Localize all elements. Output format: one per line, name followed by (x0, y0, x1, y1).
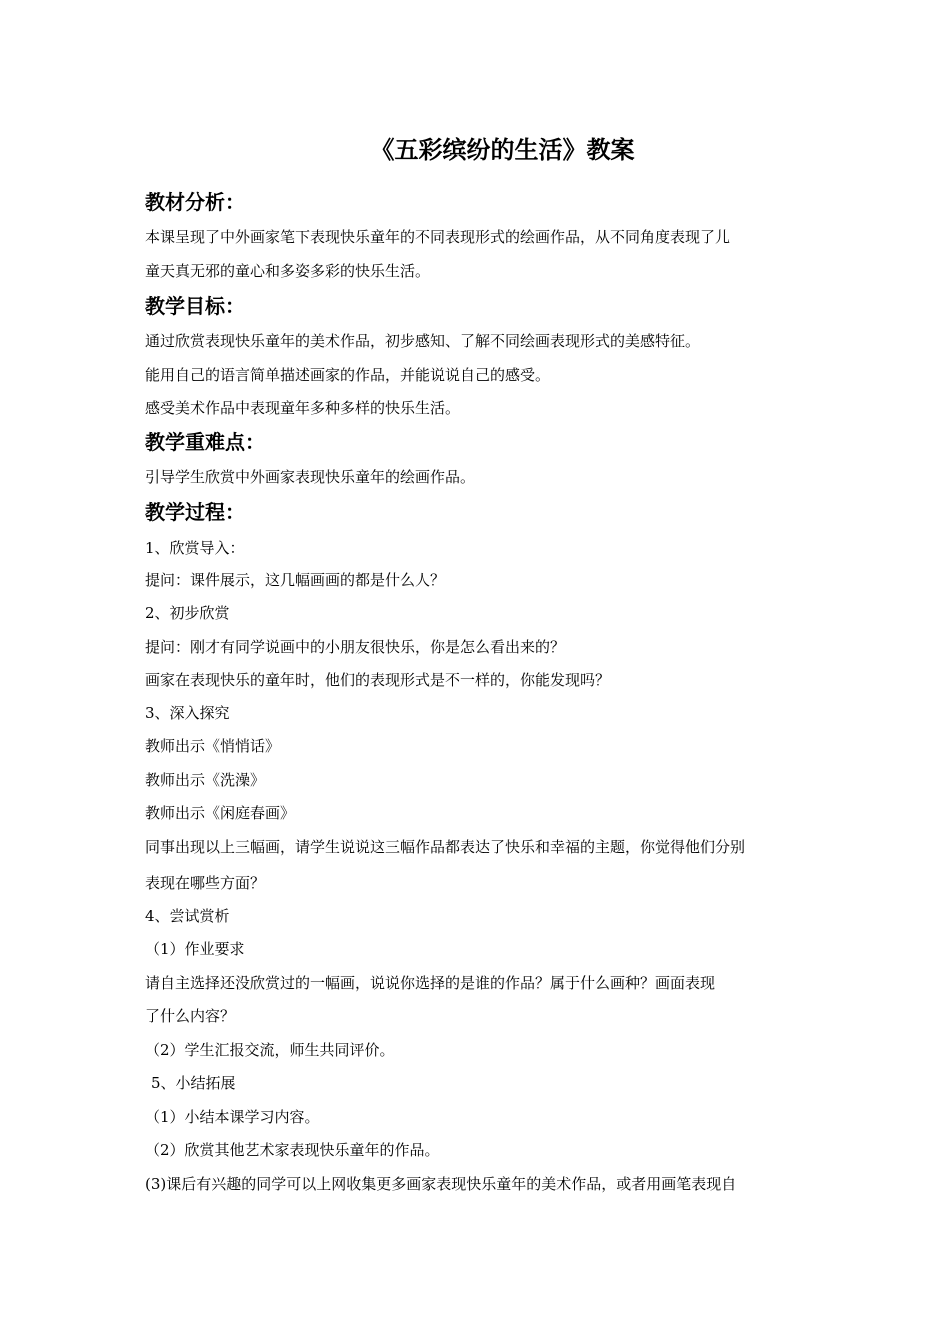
paragraph-line: （2）学生汇报交流，师生共同评价。 (145, 1041, 395, 1059)
process-step: 1、欣赏导入： (145, 539, 245, 557)
section-heading-analysis: 教材分析： (145, 190, 245, 214)
process-step: 5、小结拓展 (151, 1074, 236, 1092)
paragraph-line: （1）小结本课学习内容。 (145, 1108, 320, 1126)
process-step: 2、初步欣赏 (145, 604, 230, 622)
paragraph-line: （1）作业要求 (145, 940, 245, 958)
paragraph-line: 感受美术作品中表现童年多种多样的快乐生活。 (145, 399, 461, 417)
paragraph-line: 画家在表现快乐的童年时，他们的表现形式是不一样的，你能发现吗？ (145, 671, 611, 689)
process-step: 4、尝试赏析 (145, 907, 230, 925)
paragraph-line: 童天真无邪的童心和多姿多彩的快乐生活。 (145, 262, 431, 280)
document-page (145, 0, 810, 1344)
section-heading-goals: 教学目标： (145, 294, 245, 318)
paragraph-line: 表现在哪些方面？ (145, 874, 266, 892)
section-heading-process: 教学过程： (145, 500, 245, 524)
paragraph-line: 通过欣赏表现快乐童年的美术作品，初步感知、了解不同绘画表现形式的美感特征。 (145, 332, 701, 350)
paragraph-line: 请自主选择还没欣赏过的一幅画，说说你选择的是谁的作品？属于什么画种？画面表现 (145, 974, 716, 992)
paragraph-line: 教师出示《洗澡》 (145, 771, 266, 789)
paragraph-line: （2）欣赏其他艺术家表现快乐童年的作品。 (145, 1141, 440, 1159)
paragraph-line: 同事出现以上三幅画，请学生说说这三幅作品都表达了快乐和幸福的主题，你觉得他们分别 (145, 838, 746, 856)
paragraph-line: 教师出示《悄悄话》 (145, 737, 281, 755)
paragraph-line: 引导学生欣赏中外画家表现快乐童年的绘画作品。 (145, 468, 476, 486)
paragraph-line: 了什么内容？ (145, 1007, 236, 1025)
section-heading-key-points: 教学重难点： (145, 430, 265, 454)
paragraph-line: 教师出示《闲庭春画》 (145, 804, 296, 822)
paragraph-line: 提问：刚才有同学说画中的小朋友很快乐，你是怎么看出来的？ (145, 638, 566, 656)
paragraph-line: (3)课后有兴趣的同学可以上网收集更多画家表现快乐童年的美术作品，或者用画笔表现自 (145, 1175, 737, 1193)
paragraph-line: 能用自己的语言简单描述画家的作品，并能说说自己的感受。 (145, 366, 551, 384)
process-step: 3、深入探究 (145, 704, 230, 722)
paragraph-line: 本课呈现了中外画家笔下表现快乐童年的不同表现形式的绘画作品，从不同角度表现了儿 (145, 228, 731, 246)
paragraph-line: 提问：课件展示，这几幅画画的都是什么人？ (145, 571, 446, 589)
document-title: 《五彩缤纷的生活》教案 (370, 136, 635, 164)
